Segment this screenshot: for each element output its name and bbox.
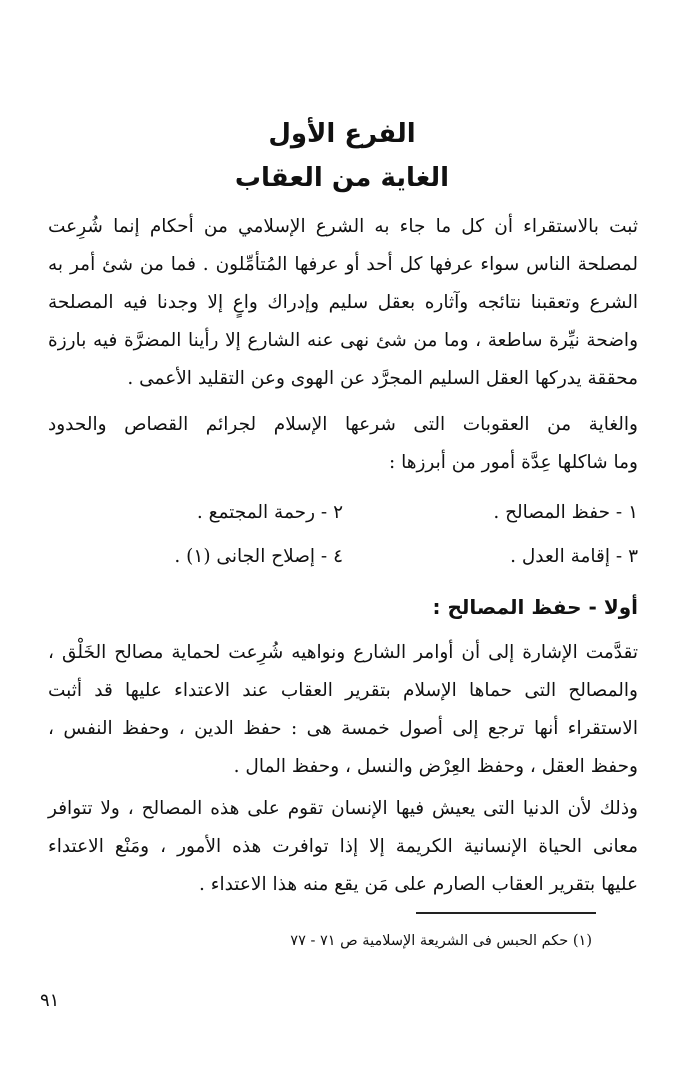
chapter-subtitle: الغاية من العقاب bbox=[234, 163, 450, 193]
list-item-1: ١ - حفظ المصالح . bbox=[493, 502, 638, 523]
paragraph-3 bbox=[48, 634, 638, 786]
paragraph-line: الشرع وتعقبنا نتائجه وآثاره بعقل سليم وإدراك واعٍ إلا وجدنا فيه المصلحة bbox=[48, 292, 638, 313]
paragraph-line: والغاية من العقوبات التى شرعها الإسلام لجرائم القصاص والحدود bbox=[48, 414, 638, 435]
paragraph-line: تقدَّمت الإشارة إلى أن أوامر الشارع ونواهيه شُرِعت لحماية مصالح الخَلْق ، bbox=[48, 642, 638, 663]
paragraph-line: عليها بتقرير العقاب الصارم على مَن يقع منه هذا الاعتداء . bbox=[198, 874, 638, 895]
paragraph-line: وذلك لأن الدنيا التى يعيش فيها الإنسان تقوم على هذه المصالح ، ولا تتوافر bbox=[48, 798, 638, 819]
page-number: ٩١ bbox=[40, 990, 60, 1011]
paragraph-line: معانى الحياة الإنسانية الكريمة إلا إذا توافرت هذه الأمور ، ومَنْع الاعتداء bbox=[48, 836, 638, 857]
section-heading: أولا - حفظ المصالح : bbox=[432, 595, 638, 619]
paragraph-2 bbox=[48, 406, 638, 482]
list-item-3: ٣ - إقامة العدل . bbox=[510, 546, 638, 567]
paragraph-line: واضحة نيِّرة ساطعة ، وما من شئ نهى عنه الشارع إلا رأينا المضرَّة فيه بارزة bbox=[48, 330, 638, 351]
goals-list-row-2 bbox=[48, 538, 638, 576]
list-item-2: ٢ - رحمة المجتمع . bbox=[196, 502, 343, 523]
paragraph-1 bbox=[48, 208, 638, 398]
list-item-4: ٤ - إصلاح الجانى (١) . bbox=[174, 546, 343, 567]
paragraph-4 bbox=[48, 790, 638, 904]
paragraph-line: الاستقراء أنها ترجع إلى أصول خمسة هى : حفظ الدين ، وحفظ النفس ، bbox=[48, 718, 638, 739]
footnote-divider bbox=[416, 912, 596, 914]
paragraph-line: ثبت بالاستقراء أن كل ما جاء به الشرع الإسلامي من أحكام إنما شُرِعت bbox=[48, 216, 638, 237]
paragraph-line: لمصلحة الناس سواء عرفها كل أحد أو عرفها المُتأمِّلون . فما من شئ أمر به bbox=[48, 254, 638, 275]
goals-list-row-1 bbox=[48, 494, 638, 532]
paragraph-line: وحفظ العقل ، وحفظ العِرْض والنسل ، وحفظ المال . bbox=[233, 756, 638, 777]
branch-title: الفرع الأول bbox=[268, 119, 416, 149]
paragraph-line: وما شاكلها عِدَّة أمور من أبرزها : bbox=[388, 452, 638, 473]
paragraph-line: محققة يدركها العقل السليم المجرَّد عن الهوى وعن التقليد الأعمى . bbox=[127, 368, 638, 389]
paragraph-line: والمصالح التى حماها الإسلام بتقرير العقاب عند الاعتداء عليها قد أثبت bbox=[48, 680, 638, 701]
footnote: (١) حكم الحبس فى الشريعة الإسلامية ص ٧١ - ٧٧ bbox=[290, 933, 592, 949]
